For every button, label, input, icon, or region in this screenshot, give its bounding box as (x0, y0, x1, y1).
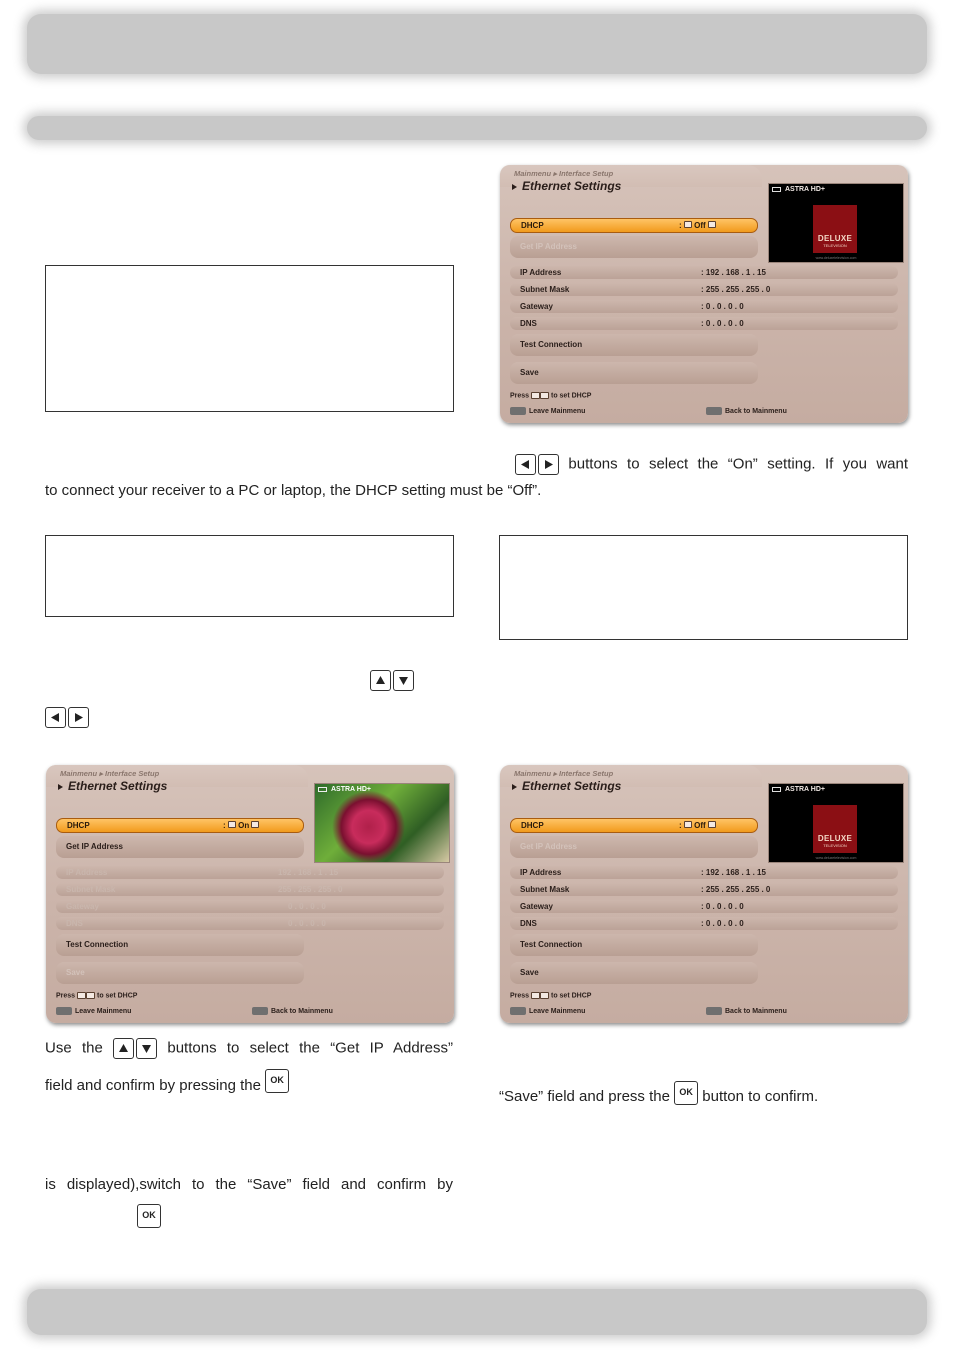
right-key-icon (540, 992, 549, 999)
ok-button-icon: OK (265, 1069, 289, 1093)
updown-buttons (370, 670, 414, 691)
stb-screen-dhcp-off-top (500, 165, 908, 423)
paragraph-dhcp-on: buttons to select the “On” setting. If you want (515, 454, 908, 475)
subnet-mask-row: Subnet Mask : 255 . 255 . 255 . 0 (510, 283, 898, 296)
section-band (27, 116, 927, 140)
left-key-icon (531, 992, 540, 999)
right-key-icon (540, 392, 549, 399)
gateway-row: Gateway 0 . 0 . 0 . 0 (56, 900, 444, 913)
left-arrow-icon[interactable] (684, 221, 692, 228)
left-key-icon (531, 392, 540, 399)
get-ip-address-button[interactable]: Get IP Address (56, 836, 304, 858)
right-arrow-icon[interactable] (708, 221, 716, 228)
header-band (27, 14, 927, 74)
right-button-icon (538, 454, 559, 475)
dns-row: DNS 0 . 0 . 0 . 0 (56, 917, 444, 930)
breadcrumb: Mainmenu ▸ Interface Setup (514, 769, 614, 778)
up-button-icon (370, 670, 391, 691)
ip-address-row: IP Address : 192 . 168 . 1 . 15 (510, 266, 898, 279)
dns-row: DNS : 0 . 0 . 0 . 0 (510, 917, 898, 930)
save-button[interactable]: Save (56, 962, 304, 984)
up-button-icon (113, 1038, 134, 1059)
gateway-row: Gateway : 0 . 0 . 0 . 0 (510, 300, 898, 313)
triangle-icon (512, 784, 517, 790)
stb-screen-dhcp-off-bottom (500, 765, 908, 1023)
test-connection-button[interactable]: Test Connection (510, 934, 758, 956)
save-button[interactable]: Save (510, 362, 758, 384)
triangle-icon (512, 184, 517, 190)
dhcp-row[interactable]: DHCP : Off (510, 818, 758, 833)
ip-address-row: IP Address : 192 . 168 . 1 . 15 (510, 866, 898, 879)
stb-screen-dhcp-on (46, 765, 454, 1023)
screen-title: Ethernet Settings (512, 779, 621, 793)
paragraph-dhcp-off-note: to connect your receiver to a PC or laptop, the DHCP setting must be “Off”. (45, 482, 542, 499)
down-button-icon (393, 670, 414, 691)
breadcrumb: Mainmenu ▸ Interface Setup (514, 169, 614, 178)
paragraph-switch-save: is displayed),switch to the “Save” field and confirm by (45, 1176, 453, 1193)
subnet-mask-row: Subnet Mask 255 . 255 . 255 . 0 (56, 883, 444, 896)
channel-preview: ASTRA HD+ DELUXE TELEVISION www.deluxetelevision.com (768, 783, 904, 863)
tv-icon (772, 187, 781, 192)
dhcp-row[interactable]: DHCP : Off (510, 218, 758, 233)
left-arrow-icon[interactable] (228, 821, 236, 828)
test-connection-button[interactable]: Test Connection (56, 934, 304, 956)
note-box-2 (45, 535, 454, 617)
paragraph-confirm-ok: field and confirm by pressing the OK (45, 1074, 453, 1098)
left-key-icon (77, 992, 86, 999)
tv-icon (772, 787, 781, 792)
ok-button-icon: OK (674, 1081, 698, 1105)
hint-leave: Leave Mainmenu (510, 1007, 585, 1015)
hint-leave: Leave Mainmenu (510, 407, 585, 415)
dns-row: DNS : 0 . 0 . 0 . 0 (510, 317, 898, 330)
note-box-1 (45, 265, 454, 412)
left-button-icon (515, 454, 536, 475)
gateway-row: Gateway : 0 . 0 . 0 . 0 (510, 900, 898, 913)
hint-set-dhcp: Press to set DHCP (510, 392, 592, 400)
back-key-icon (252, 1007, 268, 1015)
triangle-icon (58, 784, 63, 790)
right-arrow-icon[interactable] (708, 821, 716, 828)
screen-title: Ethernet Settings (58, 779, 167, 793)
hint-back: Back to Mainmenu (706, 1007, 787, 1015)
leftright-buttons (45, 707, 89, 728)
deluxe-logo: DELUXE TELEVISION (813, 805, 857, 853)
screen-title: Ethernet Settings (512, 179, 621, 193)
save-button[interactable]: Save (510, 962, 758, 984)
get-ip-address-button[interactable]: Get IP Address (510, 236, 758, 258)
menu-key-icon (56, 1007, 72, 1015)
back-key-icon (706, 1007, 722, 1015)
deluxe-logo: DELUXE TELEVISION (813, 205, 857, 253)
dhcp-row[interactable]: DHCP : On (56, 818, 304, 833)
hint-back: Back to Mainmenu (706, 407, 787, 415)
hint-set-dhcp: Press to set DHCP (56, 992, 138, 1000)
hint-leave: Leave Mainmenu (56, 1007, 131, 1015)
note-box-3 (499, 535, 908, 640)
left-arrow-icon[interactable] (684, 821, 692, 828)
paragraph-get-ip: Use the buttons to select the “Get IP Address” (45, 1038, 453, 1059)
left-button-icon (45, 707, 66, 728)
right-arrow-icon[interactable] (251, 821, 259, 828)
breadcrumb: Mainmenu ▸ Interface Setup (60, 769, 160, 778)
ip-address-row: IP Address 192 . 168 . 1 . 15 (56, 866, 444, 879)
tv-icon (318, 787, 327, 792)
channel-preview: ASTRA HD+ DELUXE TELEVISION www.deluxetelevision.com (768, 183, 904, 263)
down-button-icon (136, 1038, 157, 1059)
hint-back: Back to Mainmenu (252, 1007, 333, 1015)
subnet-mask-row: Subnet Mask : 255 . 255 . 255 . 0 (510, 883, 898, 896)
right-button-icon (68, 707, 89, 728)
hint-set-dhcp: Press to set DHCP (510, 992, 592, 1000)
footer-band (27, 1289, 927, 1335)
get-ip-address-button[interactable]: Get IP Address (510, 836, 758, 858)
menu-key-icon (510, 1007, 526, 1015)
channel-preview-photo: ASTRA HD+ (314, 783, 450, 863)
right-key-icon (86, 992, 95, 999)
back-key-icon (706, 407, 722, 415)
menu-key-icon (510, 407, 526, 415)
paragraph-save-confirm: “Save” field and press the OK button to confirm. (499, 1085, 909, 1109)
ok-button-icon: OK (137, 1204, 161, 1228)
test-connection-button[interactable]: Test Connection (510, 334, 758, 356)
